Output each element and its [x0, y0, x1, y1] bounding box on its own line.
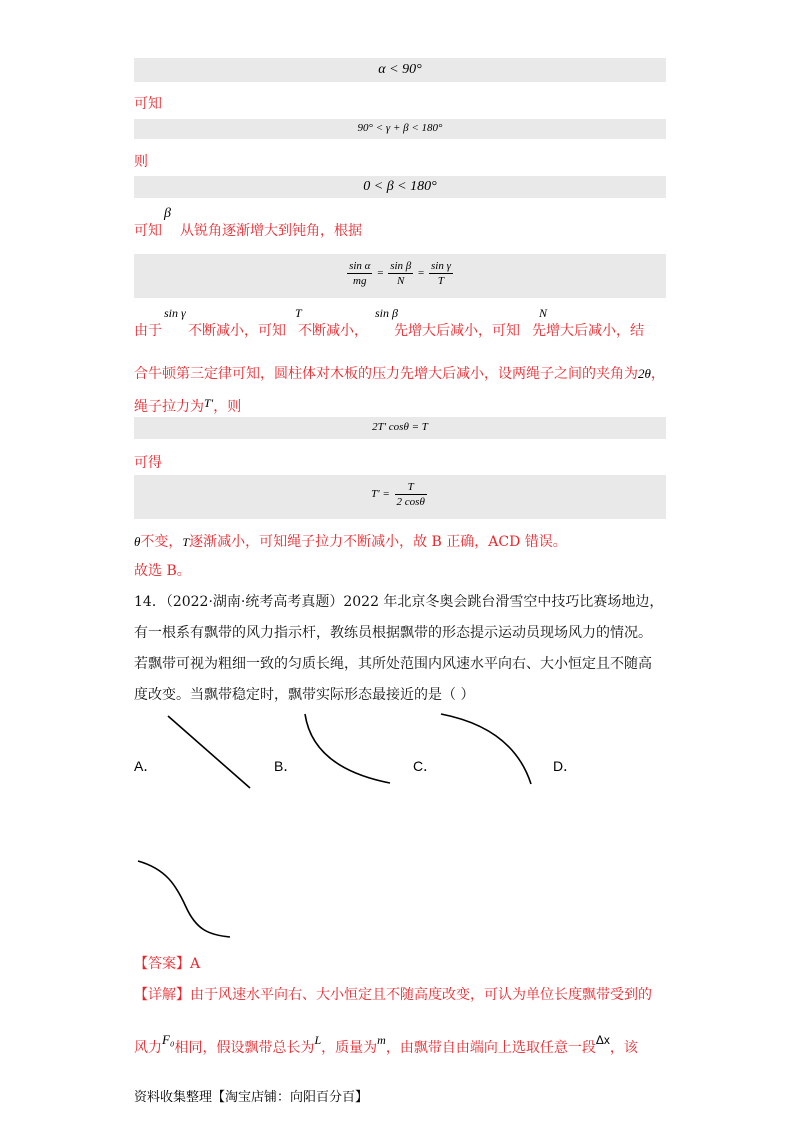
ribbon-curve-b — [305, 714, 390, 783]
symbol-F0: F₀ — [162, 1032, 175, 1047]
equation-tension: 2T' cosθ = T — [372, 421, 428, 433]
symbol-sin-gamma: sin γ — [164, 306, 186, 320]
frac-num: sin α — [349, 260, 371, 272]
symbol-theta: θ — [134, 534, 141, 549]
answer-line — [134, 953, 200, 973]
question-line-2: 有一根系有飘带的风力指示杆，教练员根据飘带的形态提示运动员现场风力的情况。 — [134, 625, 652, 641]
text-choose: 故选 B。 — [134, 563, 191, 579]
equation-band-4 — [134, 254, 666, 298]
equation-band-2 — [134, 119, 666, 139]
symbol-T: T — [295, 306, 302, 320]
equation-band-3 — [134, 176, 666, 198]
detail-line-2 — [134, 1032, 638, 1057]
text-prefix: 可知 — [134, 223, 162, 239]
para-line-3 — [134, 396, 241, 416]
frac-num: T — [395, 480, 427, 495]
symbol-delta-x: Δx — [595, 1033, 610, 1047]
frac-den: mg — [353, 275, 367, 287]
equation-sine-rule: $\frac{\text{sin α}}{mg}$ = $\frac{\text{sin β}}{N}$ = $\frac{\text{sin γ}}{T}$ — [349, 260, 451, 287]
option-b-figure — [295, 708, 395, 788]
detail-label: 【详解】 — [134, 987, 190, 1003]
equation-band-1 — [134, 58, 666, 82]
symbol-N: N — [539, 306, 548, 320]
symbol-sin-beta: sin β — [375, 306, 398, 320]
ribbon-curve-c — [441, 714, 531, 784]
text: 不断减小， — [298, 323, 368, 339]
text: 逐渐减小，可知绳子拉力不断减小，故 B 正确，ACD 错误。 — [189, 534, 567, 550]
frac-den: N — [397, 275, 405, 287]
text-rest: 从锐角逐渐增大到钝角，根据 — [180, 223, 362, 239]
text-theta-line — [134, 531, 567, 551]
symbol-T: T — [182, 535, 190, 549]
question-line-1: 14．（2022·湖南·统考高考真题）2022 年北京冬奥会跳台滑雪空中技巧比赛场地边， — [134, 594, 664, 610]
text: ，质量为 — [321, 1040, 378, 1056]
text: ，由飘带自由端向上选取任意一段 — [385, 1040, 596, 1056]
option-c-figure — [435, 708, 535, 788]
text-beta-line — [134, 220, 362, 240]
frac-den: T — [437, 275, 444, 287]
symbol-T-prime: T' — [204, 396, 214, 410]
para-line-2 — [134, 363, 665, 383]
frac-num: sin β — [390, 260, 412, 272]
equation-beta-range: 0 < β < 180° — [363, 179, 437, 194]
symbol-2theta: 2θ — [638, 366, 651, 381]
question-line-3: 若飘带可视为粗细一致的匀质长绳，其所处范围内风速水平向右、大小恒定且不随高 — [134, 656, 652, 672]
text: 合牛顿第三定律可知，圆柱体对木板的压力先增大后减小，设两绳子之间的夹角为 — [134, 366, 638, 382]
text: 由于 — [134, 323, 162, 339]
equation-band-5 — [134, 417, 666, 439]
ribbon-s-curve — [138, 861, 230, 937]
answer-label: 【答案】 — [134, 956, 190, 972]
option-d-figure — [130, 855, 240, 945]
option-c-label: C． — [413, 758, 438, 774]
text-kede: 可得 — [134, 455, 162, 471]
text-ze: 则 — [134, 154, 148, 170]
text: 先增大后减小，可知 — [394, 323, 520, 339]
option-b-label: B． — [274, 758, 298, 774]
detail-line-1 — [134, 984, 652, 1004]
equation-gamma-beta: 90° < γ + β < 180° — [357, 122, 443, 134]
equation-band-6 — [134, 475, 666, 519]
symbol-m: m — [377, 1033, 386, 1047]
answer-value: A — [190, 956, 201, 972]
text: ，则 — [213, 399, 242, 415]
ribbon-straight — [168, 716, 250, 788]
lhs: T' = — [371, 488, 390, 501]
text: 由于风速水平向右、大小恒定且不随高度改变，可认为单位长度飘带受到的 — [190, 987, 652, 1003]
text: 不变， — [140, 534, 183, 550]
symbol-L: L — [314, 1033, 322, 1047]
frac-num: sin γ — [430, 260, 451, 272]
option-a-figure — [160, 710, 260, 794]
frac-den: 2 cosθ — [396, 496, 425, 508]
text: 先增大后减小，结 — [532, 323, 644, 339]
text: 风力 — [134, 1040, 162, 1056]
option-d-label: D． — [553, 758, 578, 774]
footer-text: 资料收集整理【淘宝店铺：向阳百分百】 — [134, 1090, 369, 1105]
text: ， — [650, 366, 665, 382]
option-a-label: A． — [134, 758, 158, 774]
equation-tension-result — [134, 480, 666, 509]
text-kezhi: 可知 — [134, 96, 162, 112]
para-line-1 — [134, 320, 644, 340]
question-line-4: 度改变。当飘带稳定时，飘带实际形态最接近的是（ ） — [134, 687, 475, 703]
symbol-beta: β — [164, 206, 171, 221]
text: 不断减小，可知 — [188, 323, 286, 339]
text: 相同，假设飘带总长为 — [174, 1040, 315, 1056]
equation-alpha: α < 90° — [378, 62, 422, 77]
text: 绳子拉力为 — [134, 399, 204, 415]
text: ，该 — [609, 1040, 638, 1056]
